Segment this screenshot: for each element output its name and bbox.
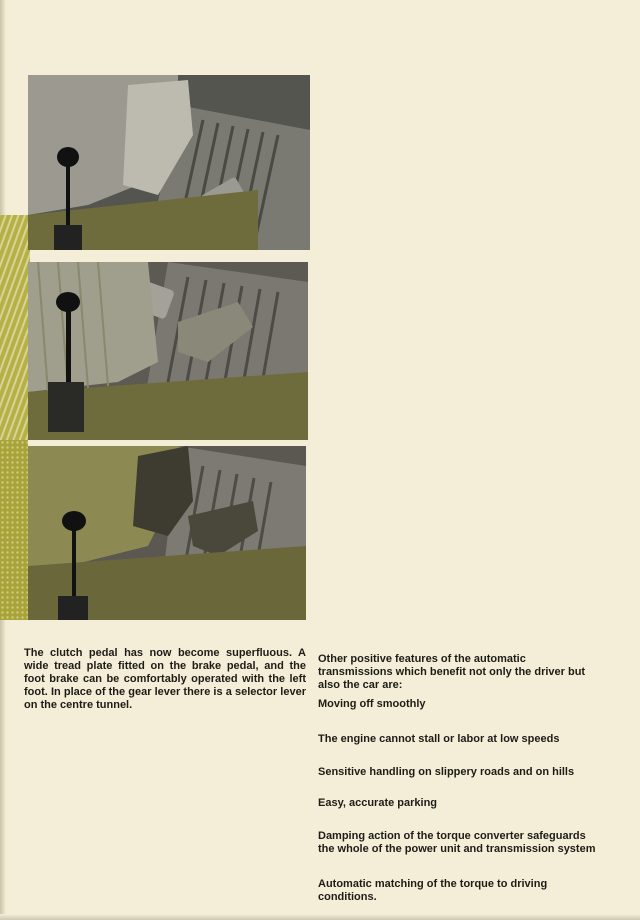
features-intro: Other positive features of the automatic transmissions which benefit not only the driver but also the car are: [318,653,586,691]
feature-item: Sensitive handling on slippery roads and on hills [318,766,575,778]
feature-item: Easy, accurate parking [318,797,438,809]
foot-on-brake-pedal-image [28,262,308,440]
photo-pedals-bottom [28,446,306,620]
photo-pedals-middle [28,262,308,440]
foot-on-brake-pedal-image [28,446,306,620]
feature-item: Damping action of the torque converter safeguards the whole of the power unit and transmission system [318,830,596,855]
feature-item: The engine cannot stall or labor at low speeds [318,733,560,745]
feature-item: Moving off smoothly [318,698,426,710]
left-paragraph: The clutch pedal has now become superfluous. A wide tread plate fitted on the brake pedal, and the foot brake can be comfortably operated with the left foot. In place of the gear lever there is a selector lever on the centre tunnel. [24,647,306,711]
feature-item: Automatic matching of the torque to driving conditions. [318,878,548,903]
photo-pedals-top [28,75,310,250]
foot-on-brake-pedal-image [28,75,310,250]
